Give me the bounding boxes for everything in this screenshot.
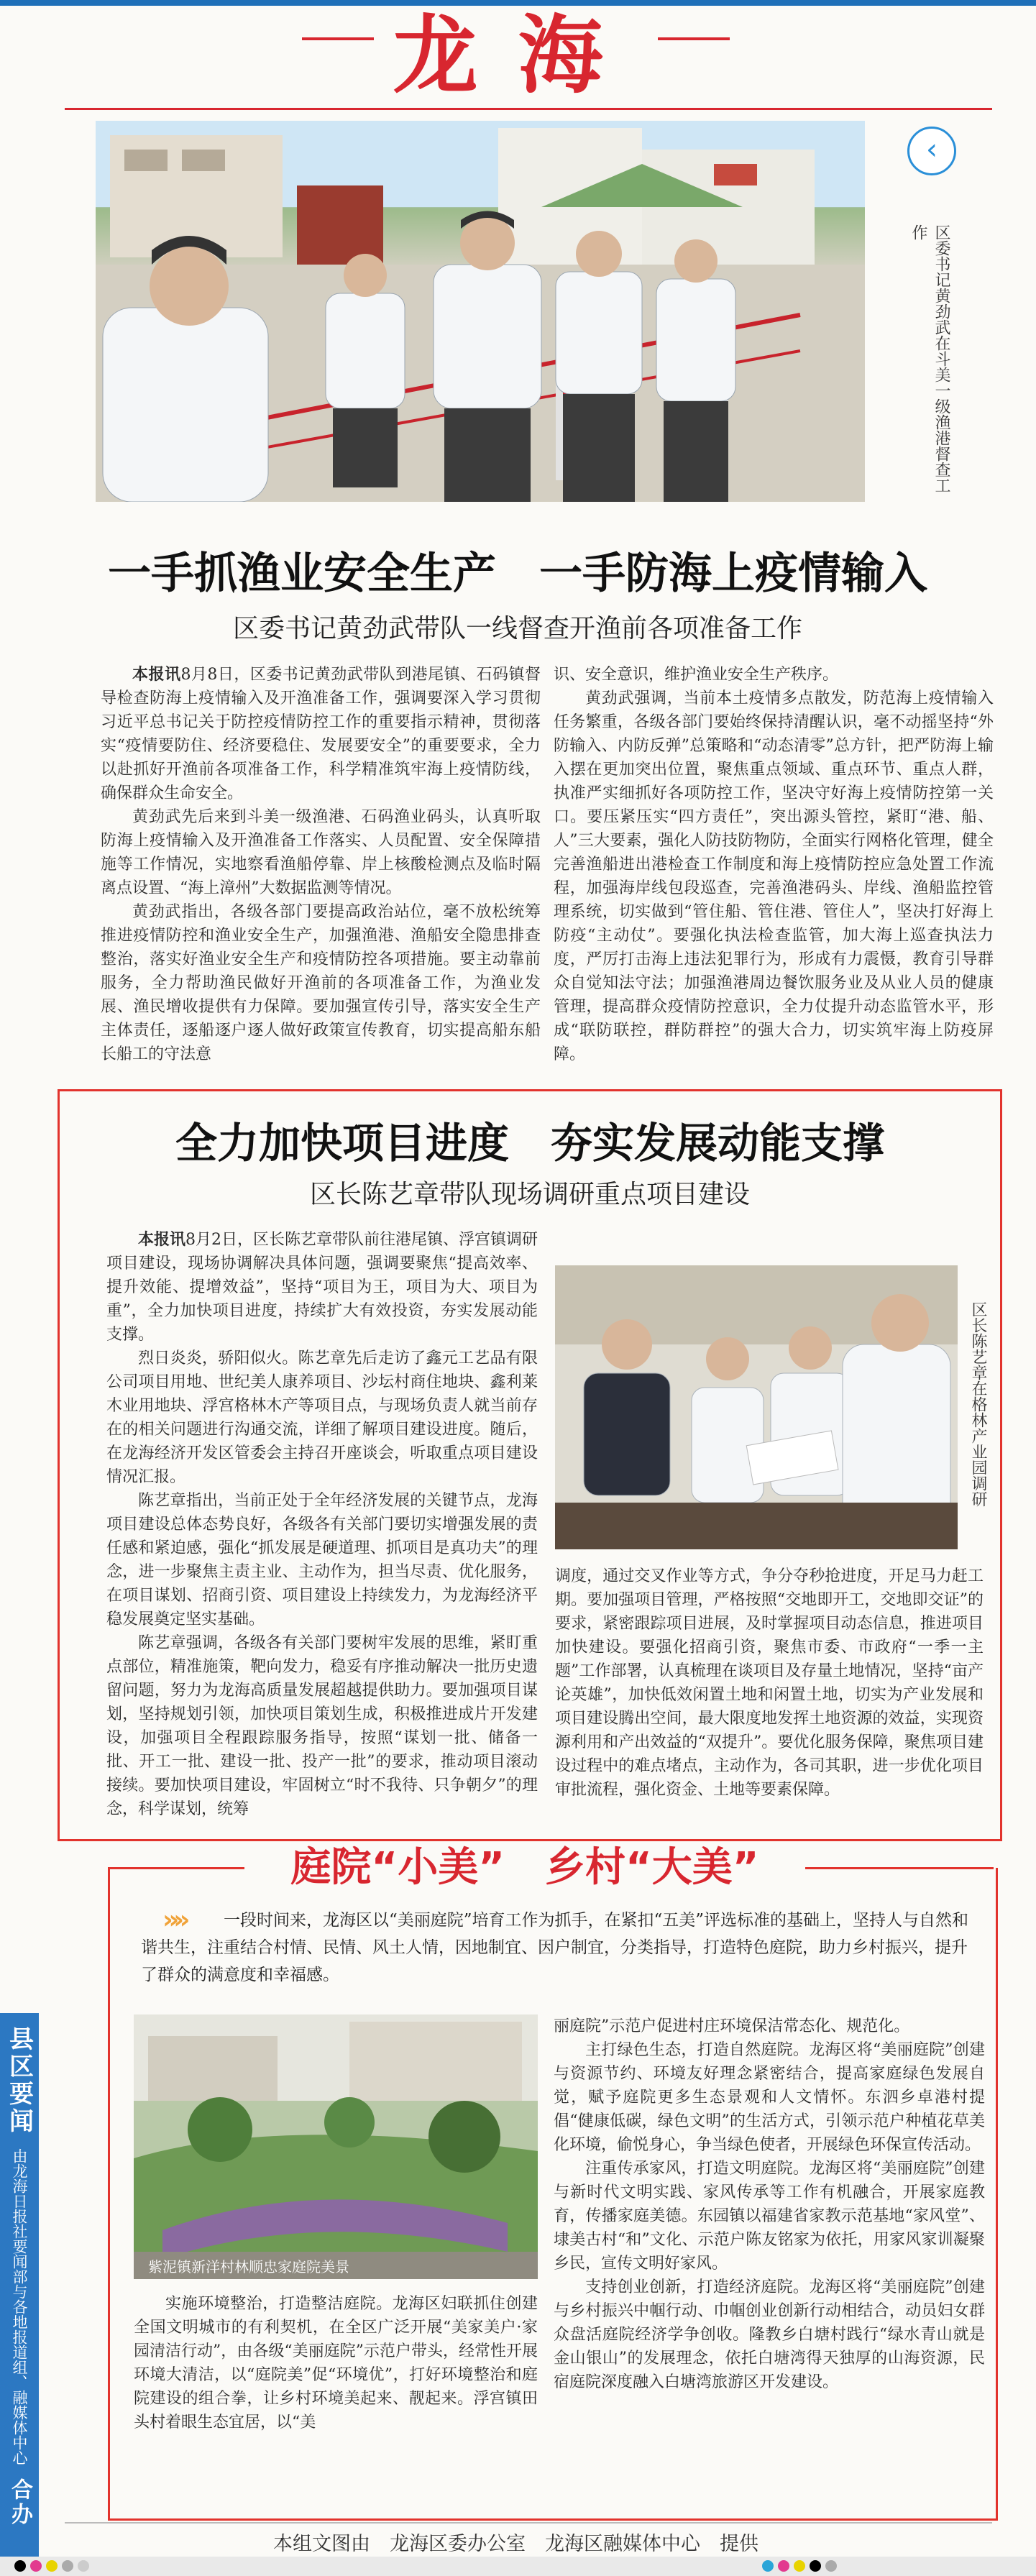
story2-left-column xyxy=(106,1228,538,1821)
story2-p2: 烈日炎炎，骄阳似火。陈艺章先后走访了鑫元工艺品有限公司项目用地、世纪美人康养项目、沙坛村商住地块、鑫利莱木业用地块、浮宫格林木产等项目点，与现场负责人就当前存在的相关问题进行沟通交流，详细了解项目建设进度。随后，在龙海经济开发区管委会主持召开座谈会，听取重点项目建设情况汇报。 xyxy=(106,1349,538,1486)
story3-p4: 注重传承家风，打造文明庭院。龙海区将“美丽庭院”创建与新时代文明实践、家风传承等工作有机融合，开展家庭教育，传播家庭美德。东园镇以福建省家教示范基地“家风堂”、埭美古村“和”文化、示范户陈友铭家为依托，用家风家训凝聚乡民，宣传文明好家风。 xyxy=(554,2160,985,2273)
story2-p3: 陈艺章指出，当前正处于全年经济发展的关键节点，龙海项目建设总体态势良好，各级各有关部门要切实增强发展的责任感和紧迫感，强化“抓发展是硬道理、抓项目是真功夫”的理念，进一步聚焦主责主业、主动作为，担当尽责、优化服务，在项目谋划、招商引资、项目建设上持续发力，为龙海经济平稳发展奠定坚实基础。 xyxy=(106,1492,538,1628)
color-registration-left xyxy=(14,2560,93,2575)
story1-photo xyxy=(96,121,865,502)
masthead-title: 龙海 xyxy=(393,6,643,105)
story1-p3: 黄劲武指出，各级各部门要提高政治站位，毫不放松统筹推进疫情防控和渔业安全生产，加强渔港、渔船安全隐患排查整治，落实好渔业安全生产和疫情防控各项措施。要主动靠前服务，全力帮助渔民做好开渔前的各项准备工作，为渔业发展、渔民增收提供有力保障。要加强宣传引导，落实安全生产主体责任，逐船逐户逐人做好政策宣传教育，切实提高船东船长船工的守法意 xyxy=(101,903,541,1063)
story2-lead: 本报讯 xyxy=(138,1230,186,1249)
top-rule xyxy=(0,0,1036,6)
sidebar xyxy=(0,2013,39,2559)
sidebar-bottom: 合办 xyxy=(7,2478,32,2527)
story2-photo xyxy=(555,1265,958,1549)
story2-p1: 本报讯8月2日，区长陈艺章带队前往港尾镇、浮宫镇调研项目建设，现场协调解决具体问题，强调要聚焦“提高效率、提升效能、提增效益”，坚持“项目为王，项目为大、项目为重”，全力加快项目进度，持续扩大有效投资，夯实发展动能支撑。 xyxy=(106,1230,538,1344)
story2-p5: 调度，通过交叉作业等方式，争分夺秒抢进度，开足马力赶工期。要加强项目管理，严格按照“交地即开工，交地即交证”的要求，紧密跟踪项目进展，及时掌握项目动态信息，推进项目加快建设。要强化招商引资，聚焦市委、市政府“一季一主题”工作部署，认真梳理在谈项目及存量土地情况，坚持“亩产论英雄”，加快低效闲置土地和闲置土地，切实为产业发展和项目建设腾出空间，最大限度地发挥土地资源的效益，实现资源利用和产出效益的“双提升”。要优化服务保障，聚焦项目建设过程中的难点堵点，主动作为，各司其职，进一步优化项目审批流程，强化资金、土地等要素保障。 xyxy=(555,1567,984,1799)
bottom-band xyxy=(0,2557,1036,2576)
story1-subhead: 区委书记黄劲武带队一线督查开渔前各项准备工作 xyxy=(232,614,802,643)
footer-credit: 本组文图由 龙海区委办公室 龙海区融媒体中心 提供 xyxy=(273,2533,758,2555)
story2-right-column xyxy=(555,1564,984,1802)
story3-arrows-icon: »» xyxy=(162,1905,185,1935)
story1-p2: 黄劲武先后来到斗美一级渔港、石码渔业码头，认真听取防海上疫情输入及开渔准备工作落实、人员配置、安全保障措施等工作情况，实地察看渔船停靠、岸上核酸检测点及临时隔离点设置、“海上漳州”大数据监测等情况。 xyxy=(101,808,541,897)
story3-caption: 紫泥镇新洋村林顺忠家庭院美景 xyxy=(148,2258,349,2275)
story1-p5: 黄劲武强调，当前本土疫情多点散发，防范海上疫情输入任务繁重，各级各部门要始终保持清醒认识，毫不动摇坚持“外防输入、内防反弹”总策略和“动态清零”总方针，把严防海上输入摆在更加突出位置，聚焦重点领域、重点环节、重点人群，执准严实细抓好各项防控工作，坚决守好海上疫情防控第一关口。要压紧压实“四方责任”，突出源头管控，紧盯“港、船、人”三大要素，强化人防技防物防，全面实行网格化管理，健全完善渔船进出港检查工作制度和海上疫情防控应急处置工作流程，加强海岸线包段巡查，完善渔港码头、岸线、渔船监控管理系统，切实做到“管住船、管住港、管住人”，坚决打好海上防疫“主动仗”。要强化执法检查监管，加大海上巡查执法力度，严厉打击海上违法犯罪行为，形成有力震慑，教育引导群众自觉知法守法；加强渔港周边餐饮服务业及从业人员的健康管理，提高群众疫情防控意识，全力仗提升动态监管水平，形成“联防联控，群防群控”的强大合力，切实筑牢海上防疫屏障。 xyxy=(554,689,994,1063)
story3-right-column xyxy=(554,2014,985,2394)
story2-p4: 陈艺章强调，各级各有关部门要树牢发展的思维，紧盯重点部位，精准施策，靶向发力，稳妥有序推动解决一批历史遗留问题，努力为龙海高质量发展超越提供助力。要加强项目谋划，坚持规划引领，加快项目策划生成，积极推进成片开发建设，加强项目全程跟踪服务指导，按照“谋划一批、储备一批、开工一批、建设一批、投产一批”的要求，推动项目滚动接续。要加快项目建设，牢固树立“时不我待、只争朝夕”的理念，科学谋划，统筹 xyxy=(106,1634,538,1818)
factory-visit-scene xyxy=(555,1265,958,1549)
story3-p3: 主打绿色生态，打造自然庭院。龙海区将“美丽庭院”创建与资源节约、环境友好理念紧密结合，提高家庭绿色发展自觉，赋予庭院更多生态景观和人文情怀。东泗乡卓港村提倡“健康低碳，绿色文明”的生活方式，引领示范户种植花草美化环境，偷悦身心，争当绿色使者，开展绿色环保宣传活动。 xyxy=(554,2041,985,2154)
story3-photo xyxy=(134,2014,538,2279)
story1-p4: 识、安全意识，维护渔业安全生产秩序。 xyxy=(554,666,839,684)
masthead-rule xyxy=(65,108,992,110)
sidebar-title: 县区要闻 xyxy=(4,2026,34,2135)
footer-rule xyxy=(65,2522,992,2524)
story3-rule-right xyxy=(805,1867,994,1869)
story3-p1: 实施环境整治，打造整洁庭院。龙海区妇联抓住创建全国文明城市的有利契机，在全区广泛开展“美家美户·家园清洁行动”，由各级“美丽庭院”示范户带头，经常性开展环境大清洁，以“庭院美”促“环境优”，打好环境整治和庭院建设的组合拳，让乡村环境美起来、靓起来。浮宫镇田头村着眼生态宜居，以“美 xyxy=(134,2295,538,2431)
story3-p5: 支持创业创新，打造经济庭院。龙海区将“美丽庭院”创建与乡村振兴中帼行动、巾帼创业创新行动相结合，动员妇女群众盘活庭院经济学争创收。隆教乡白塘村践行“绿水青山就是金山银山”的发展理念，依托白塘湾得天独厚的山海资源，民宿庭院深度融入白塘湾旅游区开发建设。 xyxy=(554,2278,985,2391)
masthead-decor-right xyxy=(658,37,730,40)
garden-scene xyxy=(134,2014,538,2279)
story3-rule-left xyxy=(108,1867,244,1869)
story3-intro: 一段时间来，龙海区以“美丽庭院”培育工作为抓手，在紧扣“五美”评选标准的基础上，坚持人与自然和谐共生，注重结合村情、民情、风土人情，因地制宜、因户制宜，分类指导，打造特色庭院，助力乡村振兴，提升了群众的满意度和幸福感。 xyxy=(141,1911,969,1984)
story3-headline: 庭院“小美” 乡村“大美” xyxy=(290,1844,759,1891)
story2-subhead: 区长陈艺章带队现场调研重点项目建设 xyxy=(309,1180,750,1209)
story1-lead: 本报讯 xyxy=(132,665,181,684)
story2-headline: 全力加快项目进度 夯实发展动能支撑 xyxy=(175,1119,884,1168)
nav-back-icon[interactable]: ‹ xyxy=(907,127,956,175)
inspection-scene xyxy=(96,121,865,502)
story3-p2: 丽庭院”示范户促进村庄环境保洁常态化、规范化。 xyxy=(554,2017,910,2035)
story1-right-column xyxy=(554,663,994,1066)
story1-caption: 区委书记黄劲武在斗美一级渔港督查工作 xyxy=(909,224,950,493)
story1-p1: 本报讯8月8日，区委书记黄劲武带队到港尾镇、石码镇督导检查防海上疫情输入及开渔准备工作，强调要深入学习贯彻习近平总书记关于防控疫情防控工作的重要指示精神，贯彻落实“疫情要防住、经济要稳住、发展要安全”的重要要求，全力以赴抓好开渔前各项准备工作，科学精准筑牢海上疫情防线，确保群众生命安全。 xyxy=(101,665,541,802)
story3-left-column xyxy=(134,2292,538,2434)
color-registration-right xyxy=(762,2560,841,2575)
sidebar-note: 由龙海日报社要闻部与各地报道组、融媒体中心 xyxy=(11,2148,28,2465)
story1-left-column xyxy=(101,663,541,1066)
story1-headline: 一手抓渔业安全生产 一手防海上疫情输入 xyxy=(108,549,927,599)
story2-caption: 区长陈艺章在格林产业园调研 xyxy=(969,1301,987,1507)
